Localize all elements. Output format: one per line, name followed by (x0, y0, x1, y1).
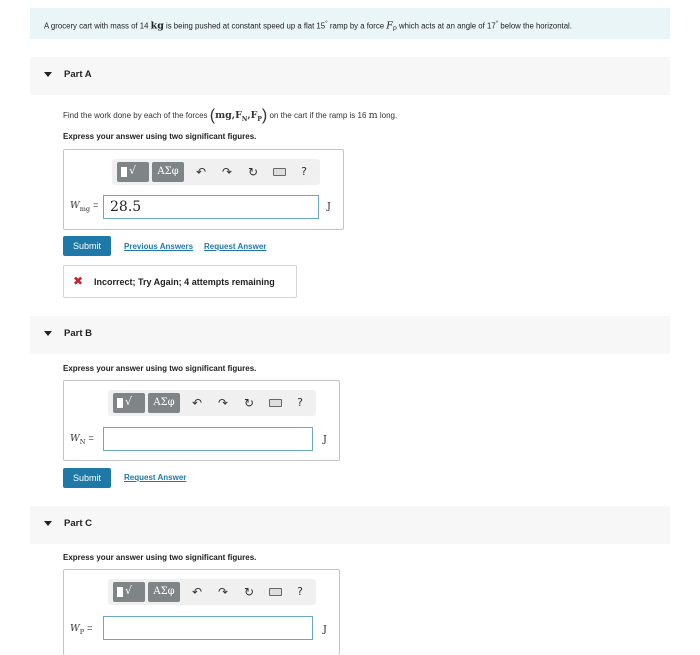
answer-input[interactable] (103, 616, 313, 640)
reset-icon[interactable]: ↻ (243, 396, 255, 410)
equals-sign: = (93, 200, 99, 210)
error-x-icon: ✖ (73, 274, 84, 288)
part-a-answer-box (63, 149, 344, 230)
force-subscript: P (392, 27, 397, 34)
problem-text: is being pushed at constant speed up a flat 15 (163, 21, 326, 31)
paren-open: ( (209, 107, 216, 124)
part-b-title: Part B (64, 328, 92, 339)
keyboard-icon[interactable] (269, 588, 282, 596)
equals-sign: = (87, 623, 93, 633)
feedback-message (63, 265, 297, 298)
part-c-express: Express your answer using two significant figures. (63, 553, 257, 562)
math-toolbar (108, 390, 316, 416)
submit-button[interactable]: Submit (63, 468, 111, 488)
redo-icon[interactable]: ↷ (217, 585, 229, 599)
collapse-triangle-icon[interactable] (44, 72, 52, 77)
problem-text: which acts at an angle of 17 (396, 21, 496, 31)
request-answer-link[interactable]: Request Answer (124, 473, 187, 482)
part-a-instruction (63, 107, 397, 125)
instruction-text: on the cart if the ramp is 16 (267, 111, 369, 120)
label-subscript: P (79, 627, 85, 636)
unit-label: J (327, 201, 331, 212)
previous-answers-link[interactable]: Previous Answers (124, 242, 194, 251)
undo-icon[interactable]: ↶ (191, 396, 203, 410)
answer-input[interactable] (103, 427, 313, 451)
greek-symbols-icon[interactable]: ΑΣφ (148, 582, 180, 602)
force-symbol: F (386, 20, 393, 32)
part-b-answer-box (63, 380, 340, 461)
feedback-text: Incorrect; Try Again; 4 attempts remaining (94, 277, 275, 287)
instruction-text: Find the work done by each of the forces (63, 111, 210, 120)
help-icon[interactable]: ? (297, 396, 303, 409)
answer-label (70, 200, 98, 213)
redo-icon[interactable]: ↷ (221, 165, 233, 179)
part-a-header[interactable] (30, 57, 670, 95)
part-a-express: Express your answer using two significant figures. (63, 132, 257, 141)
label-subscript: N (79, 437, 86, 446)
templates-icon[interactable] (113, 582, 145, 602)
degree-symbol: ° (495, 20, 499, 27)
help-icon[interactable]: ? (297, 585, 303, 598)
label-symbol: W (70, 623, 80, 634)
problem-text: A grocery cart with mass of 14 (44, 21, 151, 31)
greek-symbols-icon[interactable]: ΑΣφ (148, 393, 180, 413)
undo-icon[interactable]: ↶ (195, 165, 207, 179)
keyboard-icon[interactable] (269, 399, 282, 407)
mass-unit: kg (150, 20, 164, 32)
forces-vector-list: $mg,F_N,F_P$ (215, 110, 262, 123)
part-c-title: Part C (64, 518, 92, 529)
answer-label (70, 623, 92, 636)
part-b-header[interactable] (30, 316, 670, 354)
unit-label: J (323, 434, 327, 445)
radical-glyph: √ (125, 395, 133, 408)
answer-label (70, 433, 94, 446)
equals-sign: = (88, 433, 94, 443)
undo-icon[interactable]: ↶ (191, 585, 203, 599)
request-answer-link[interactable]: Request Answer (204, 242, 267, 251)
radical-glyph: √ (125, 584, 133, 597)
collapse-triangle-icon[interactable] (44, 521, 52, 526)
part-b-express: Express your answer using two significant figures. (63, 364, 257, 373)
templates-icon[interactable] (117, 162, 149, 182)
paren-close: ) (261, 107, 268, 124)
part-c-header[interactable] (30, 506, 670, 544)
length-unit: m (368, 110, 378, 121)
label-symbol: W (70, 433, 80, 444)
collapse-triangle-icon[interactable] (44, 331, 52, 336)
reset-icon[interactable]: ↻ (247, 165, 259, 179)
problem-statement (30, 8, 670, 39)
keyboard-icon[interactable] (273, 168, 286, 176)
problem-text: ramp by a force (327, 21, 387, 31)
greek-symbols-icon[interactable]: ΑΣφ (152, 162, 184, 182)
math-toolbar (112, 159, 320, 185)
math-toolbar (108, 579, 316, 605)
instruction-text: long. (377, 111, 398, 120)
radical-glyph: √ (129, 164, 137, 177)
problem-text: below the horizontal. (498, 21, 572, 31)
degree-symbol: ° (325, 20, 328, 27)
label-symbol: W (70, 200, 80, 211)
part-c-answer-box (63, 569, 340, 655)
unit-label: J (323, 624, 327, 635)
answer-input[interactable]: 28.5 (103, 195, 319, 219)
label-subscript: mg (79, 204, 91, 213)
help-icon[interactable]: ? (301, 165, 307, 178)
submit-button[interactable]: Submit (63, 236, 111, 256)
reset-icon[interactable]: ↻ (243, 585, 255, 599)
part-a-title: Part A (64, 69, 92, 80)
templates-icon[interactable] (113, 393, 145, 413)
redo-icon[interactable]: ↷ (217, 396, 229, 410)
